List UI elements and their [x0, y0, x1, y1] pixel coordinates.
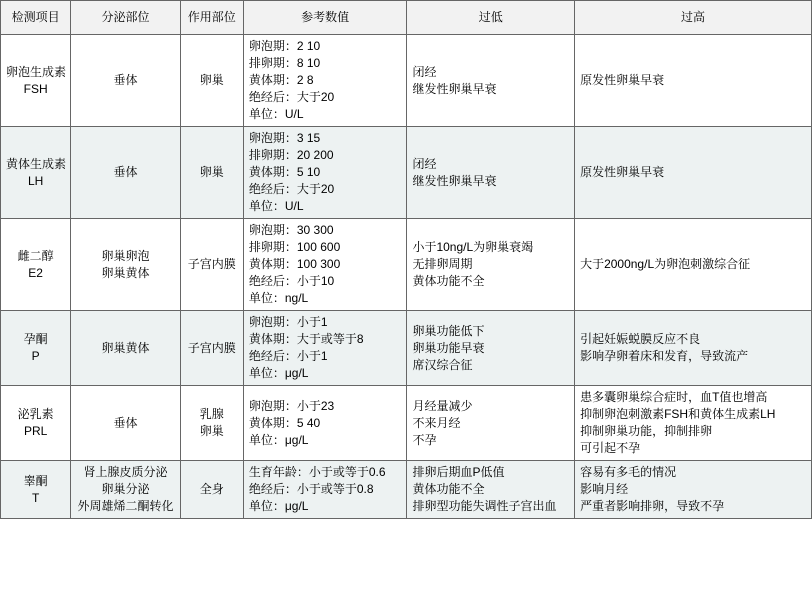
header-too-high: 过高: [575, 1, 812, 35]
cell-too-low: [407, 386, 575, 461]
cell-line: 泌乳素: [17, 407, 54, 421]
cell-line: 子宫内膜: [187, 257, 236, 271]
cell-target-site: [180, 35, 243, 127]
cell-line: P: [31, 349, 40, 363]
cell-too-high: [575, 219, 812, 311]
cell-line: 黄体期：100 300: [248, 257, 341, 271]
cell-line: 卵泡期：小于23: [248, 398, 335, 413]
cell-target-site: [180, 386, 243, 461]
cell-line: 卵泡期：2 10: [248, 39, 321, 53]
cell-line: 子宫内膜: [187, 340, 236, 355]
cell-line: PRL: [23, 424, 48, 438]
header-item: 检测项目: [1, 1, 71, 35]
cell-reference-value: [243, 127, 407, 219]
cell-line: 卵泡期：3 15: [248, 131, 321, 145]
cell-line: 排卵期：8 10: [248, 56, 321, 70]
cell-line: 绝经后：小于或等于0.8: [248, 482, 374, 496]
cell-line: 黄体期：5 10: [248, 165, 321, 179]
cell-reference-value: [243, 311, 407, 386]
cell-line: 可引起不孕: [580, 441, 641, 455]
cell-line: 容易有多毛的情况: [580, 465, 677, 479]
cell-line: 垂体: [113, 165, 138, 179]
cell-too-low: [407, 219, 575, 311]
cell-secretion-site: [71, 35, 180, 127]
cell-reference-value: [243, 461, 407, 519]
cell-secretion-site: [71, 386, 180, 461]
cell-line: 孕酮: [23, 332, 48, 346]
header-too-low: 过低: [407, 1, 575, 35]
cell-line: 卵巢卵泡: [101, 248, 150, 263]
cell-line: 单位：μg/L: [248, 366, 309, 380]
cell-line: 引起妊娠蜕膜反应不良: [580, 332, 701, 346]
cell-line: 单位：ng/L: [248, 291, 309, 305]
cell-too-high: [575, 127, 812, 219]
cell-line: 闭经: [412, 156, 437, 171]
cell-line: 卵巢: [199, 73, 224, 87]
cell-line: 外周雄烯二酮转化: [77, 499, 174, 513]
cell-line: 继发性卵巢早衰: [412, 81, 497, 96]
cell-line: 不来月经: [412, 415, 461, 430]
table-row: [1, 461, 812, 519]
cell-secretion-site: [71, 127, 180, 219]
table-row: [1, 35, 812, 127]
cell-line: 抑制卵泡刺激素FSH和黄体生成素LH: [580, 407, 776, 421]
cell-too-high: [575, 386, 812, 461]
cell-line: 卵泡期：小于1: [248, 315, 328, 329]
cell-line: 全身: [199, 482, 224, 496]
cell-line: 卵巢黄体: [101, 265, 150, 280]
cell-item-name: [1, 219, 71, 311]
header-target-site: 作用部位: [180, 1, 243, 35]
cell-line: 绝经后：大于20: [248, 90, 335, 104]
cell-line: 严重者影响排卵，导致不孕: [580, 499, 725, 513]
cell-line: 雌二醇: [17, 248, 54, 263]
cell-line: 小于10ng/L为卵巢衰竭: [412, 240, 534, 254]
cell-too-high: [575, 35, 812, 127]
cell-secretion-site: [71, 461, 180, 519]
cell-line: 闭经: [412, 64, 437, 79]
cell-target-site: [180, 219, 243, 311]
cell-item-name: [1, 461, 71, 519]
cell-line: 排卵期：20 200: [248, 148, 334, 162]
cell-line: 排卵后期血P低值: [412, 465, 505, 479]
cell-line: 绝经后：小于1: [248, 349, 328, 363]
cell-too-low: [407, 461, 575, 519]
cell-secretion-site: [71, 311, 180, 386]
cell-line: 黄体期：大于或等于8: [248, 332, 364, 346]
cell-line: 乳腺: [199, 407, 224, 421]
cell-too-high: [575, 461, 812, 519]
cell-line: 影响孕卵着床和发育，导致流产: [580, 349, 749, 363]
cell-line: LH: [27, 173, 44, 188]
cell-line: 单位：U/L: [248, 107, 304, 121]
cell-line: 生育年龄：小于或等于0.6: [248, 465, 386, 479]
cell-line: 黄体功能不全: [412, 482, 485, 496]
cell-too-low: [407, 311, 575, 386]
cell-line: 卵泡期：30 300: [248, 223, 334, 237]
cell-line: 影响月经: [580, 482, 629, 496]
cell-item-name: [1, 35, 71, 127]
header-row: [1, 1, 812, 35]
cell-line: 绝经后：大于20: [248, 182, 335, 196]
table-row: [1, 386, 812, 461]
cell-line: E2: [28, 265, 43, 280]
header-reference-value: 参考数值: [243, 1, 407, 35]
table-row: [1, 311, 812, 386]
cell-line: 大于2000ng/L为卵泡刺激综合征: [580, 257, 751, 271]
cell-reference-value: [243, 219, 407, 311]
cell-line: 卵巢黄体: [101, 340, 150, 355]
cell-line: T: [31, 490, 40, 505]
cell-line: 无排卵周期: [412, 257, 473, 271]
cell-secretion-site: [71, 219, 180, 311]
cell-line: 抑制卵巢功能，抑制排卵: [580, 424, 713, 438]
cell-line: 继发性卵巢早衰: [412, 173, 497, 188]
table-row: [1, 127, 812, 219]
cell-line: 卵巢功能早衰: [412, 340, 485, 355]
table-body: [1, 35, 812, 519]
cell-line: 患多囊卵巢综合症时，血T值也增高: [580, 390, 768, 404]
cell-item-name: [1, 127, 71, 219]
cell-line: 不孕: [412, 432, 437, 447]
cell-line: 席汉综合征: [412, 357, 473, 372]
header-secretion-site: 分泌部位: [71, 1, 180, 35]
cell-too-high: [575, 311, 812, 386]
cell-line: 卵巢: [199, 424, 224, 438]
cell-line: 原发性卵巢早衰: [580, 165, 665, 179]
cell-line: 垂体: [113, 415, 138, 430]
cell-line: 原发性卵巢早衰: [580, 73, 665, 87]
cell-too-low: [407, 35, 575, 127]
cell-line: 排卵型功能失调性子宫出血: [412, 499, 557, 513]
cell-line: 单位：U/L: [248, 199, 304, 213]
cell-line: 单位：μg/L: [248, 499, 309, 513]
cell-target-site: [180, 311, 243, 386]
cell-line: 黄体期：2 8: [248, 73, 314, 87]
cell-line: 黄体生成素: [6, 156, 67, 171]
cell-line: 卵巢分泌: [101, 482, 150, 496]
cell-item-name: [1, 311, 71, 386]
table-row: [1, 219, 812, 311]
cell-target-site: [180, 127, 243, 219]
cell-reference-value: [243, 386, 407, 461]
cell-line: FSH: [23, 81, 48, 96]
cell-line: 黄体功能不全: [412, 274, 485, 288]
cell-item-name: [1, 386, 71, 461]
cell-line: 卵巢: [199, 165, 224, 179]
cell-line: 卵泡生成素: [6, 64, 67, 79]
cell-line: 排卵期：100 600: [248, 240, 341, 254]
cell-target-site: [180, 461, 243, 519]
table-header: [1, 1, 812, 35]
cell-too-low: [407, 127, 575, 219]
cell-line: 黄体期：5 40: [248, 415, 321, 430]
cell-line: 睾酮: [23, 473, 48, 488]
cell-line: 肾上腺皮质分泌: [83, 465, 168, 479]
cell-reference-value: [243, 35, 407, 127]
cell-line: 月经量减少: [412, 398, 473, 413]
cell-line: 垂体: [113, 73, 138, 87]
cell-line: 绝经后：小于10: [248, 274, 335, 288]
cell-line: 卵巢功能低下: [412, 323, 485, 338]
cell-line: 单位：μg/L: [248, 432, 309, 447]
